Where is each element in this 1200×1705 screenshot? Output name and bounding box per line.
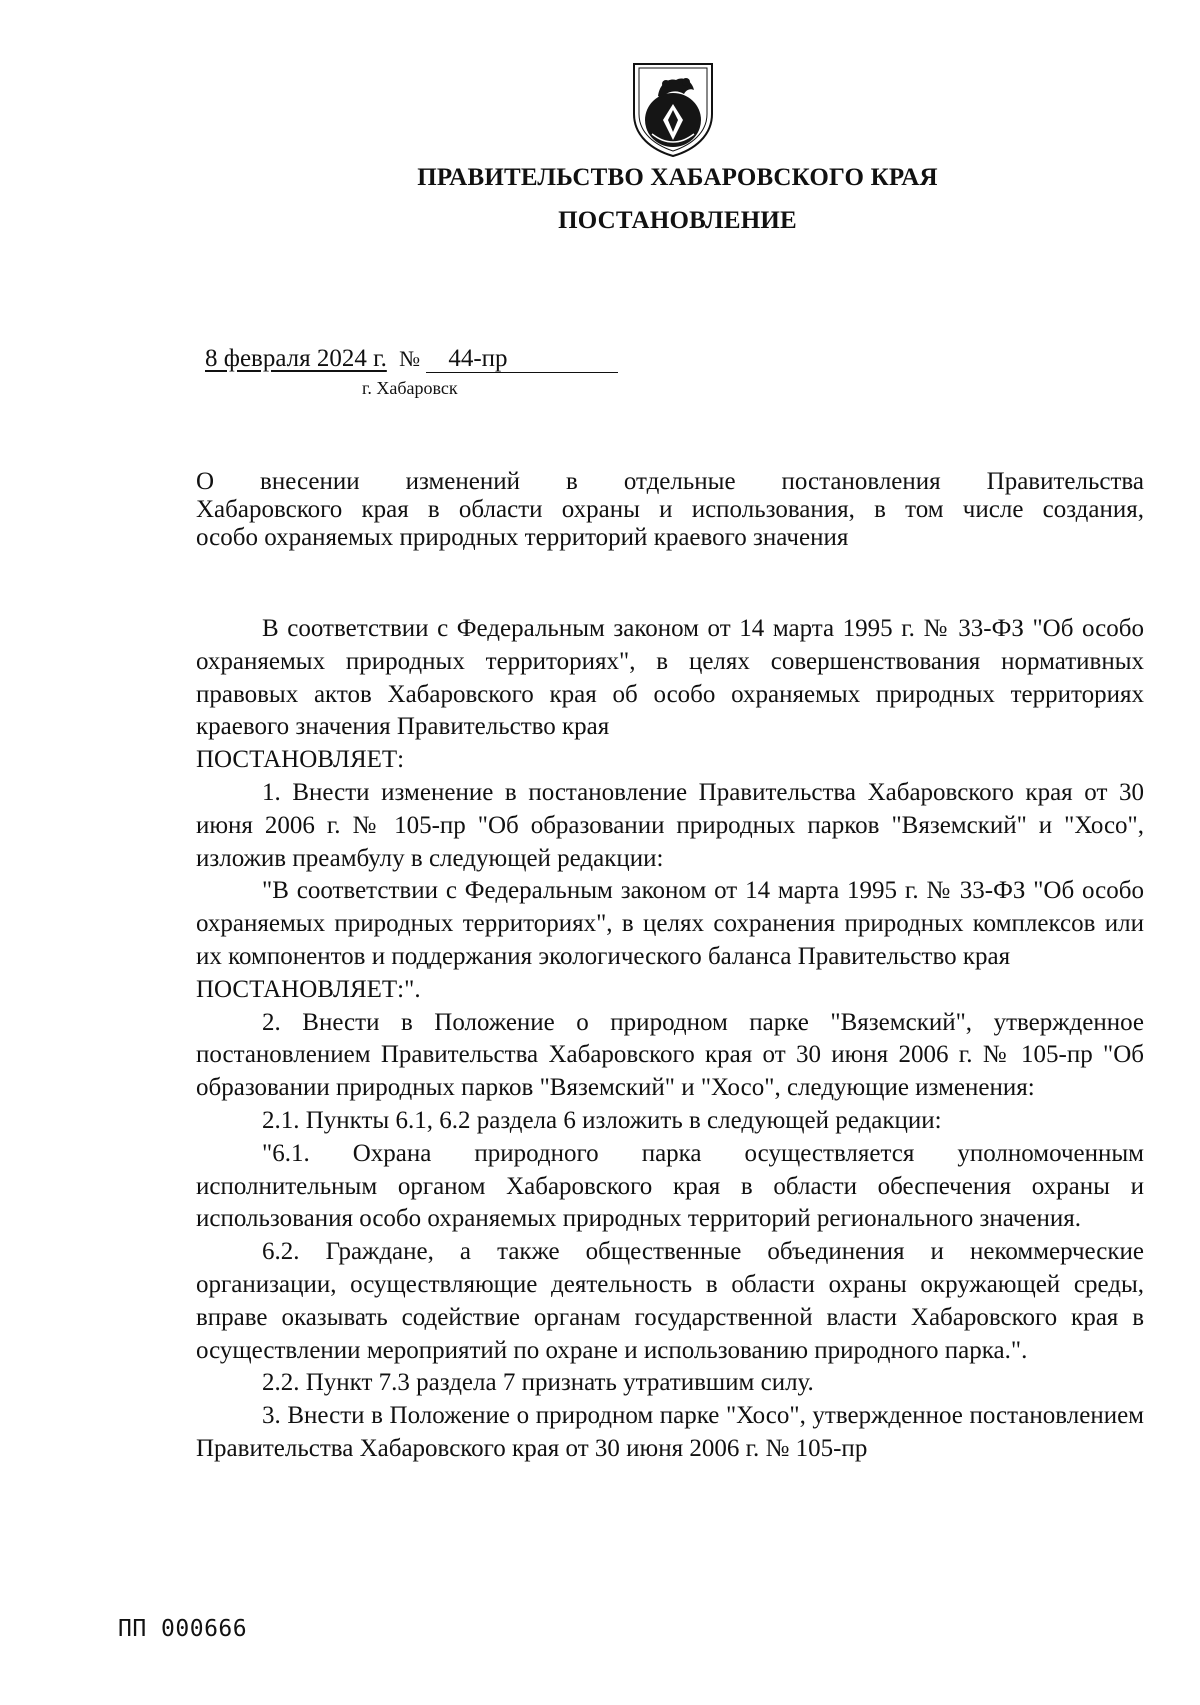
coat-of-arms-bear-icon	[630, 60, 716, 158]
title-line: особо охраняемых природных территорий краевого значения	[196, 524, 849, 551]
paragraph-decree: ПОСТАНОВЛЯЕТ:	[196, 746, 405, 774]
paragraph-quoted-preamble: "В соответствии с Федеральным законом от 14 марта 1995 г. № 33-ФЗ "Об особо охраняемых природных территориях", в целях сохранения природных комплексов или их компонентов и поддержания экологического баланса Правительство края	[196, 877, 1144, 970]
document-type: ПОСТАНОВЛЕНИЕ	[558, 207, 797, 234]
city-name: г. Хабаровск	[362, 378, 458, 398]
paragraph-item-6-1: "6.1. Охрана природного парка осуществляется уполномоченным исполнительным органом Хабаровского края в области обеспечения охраны и использования особо охраняемых природных территорий регионального значения.	[196, 1139, 1144, 1233]
date-number-line	[205, 345, 618, 373]
paragraph-item-1: 1. Внести изменение в постановление Правительства Хабаровского края от 30 июня 2006 г. № 105-пр "Об образовании природных парков "Вяземский" и "Хосо", изложив преамбулу в следующей редакции:	[196, 778, 1144, 872]
paragraph-preamble: В соответствии с Федеральным законом от 14 марта 1995 г. № 33-ФЗ "Об особо охраняемых природных территориях", в целях совершенствования нормативных правовых актов Хабаровского края об особо охраняемых природных территориях краевого значения Правительство края	[196, 615, 1144, 741]
paragraph-quoted-decree: ПОСТАНОВЛЯЕТ:".	[196, 975, 421, 1003]
paragraph-item-6-2: 6.2. Граждане, а также общественные объединения и некоммерческие организации, осуществляющие деятельность в области охраны окружающей среды, вправе оказывать содействие органам государственной власти Хабаровского края в осуществлении мероприятий по охране и использованию природного парка.".	[196, 1238, 1144, 1364]
title-line: О внесении изменений в отдельные постановления Правительства	[196, 468, 1144, 495]
form-serial-code: ПП 000666	[118, 1616, 248, 1642]
number-sign: №	[399, 346, 421, 371]
document-title	[196, 468, 1144, 552]
document-date: 8 февраля 2024 г.	[205, 345, 387, 372]
paragraph-item-2-1: 2.1. Пункты 6.1, 6.2 раздела 6 изложить в следующей редакции:	[262, 1106, 942, 1134]
paragraph-item-2: 2. Внести в Положение о природном парке "Вяземский", утвержденное постановлением Правительства Хабаровского края от 30 июня 2006 г. № 105-пр "Об образовании природных парков "Вяземский" и "Хосо", следующие изменения:	[196, 1008, 1144, 1102]
document-number: 44-пр	[426, 346, 618, 373]
paragraph-item-2-2: 2.2. Пункт 7.3 раздела 7 признать утратившим силу.	[262, 1369, 814, 1397]
paragraph-item-3: 3. Внести в Положение о природном парке "Хосо", утвержденное постановлением Правительства Хабаровского края от 30 июня 2006 г. № 105-пр	[196, 1402, 1144, 1462]
government-name: ПРАВИТЕЛЬСТВО ХАБАРОВСКОГО КРАЯ	[417, 164, 938, 191]
document-body	[196, 613, 1144, 1466]
title-line: Хабаровского края в области охраны и использования, в том числе создания,	[196, 496, 1144, 523]
